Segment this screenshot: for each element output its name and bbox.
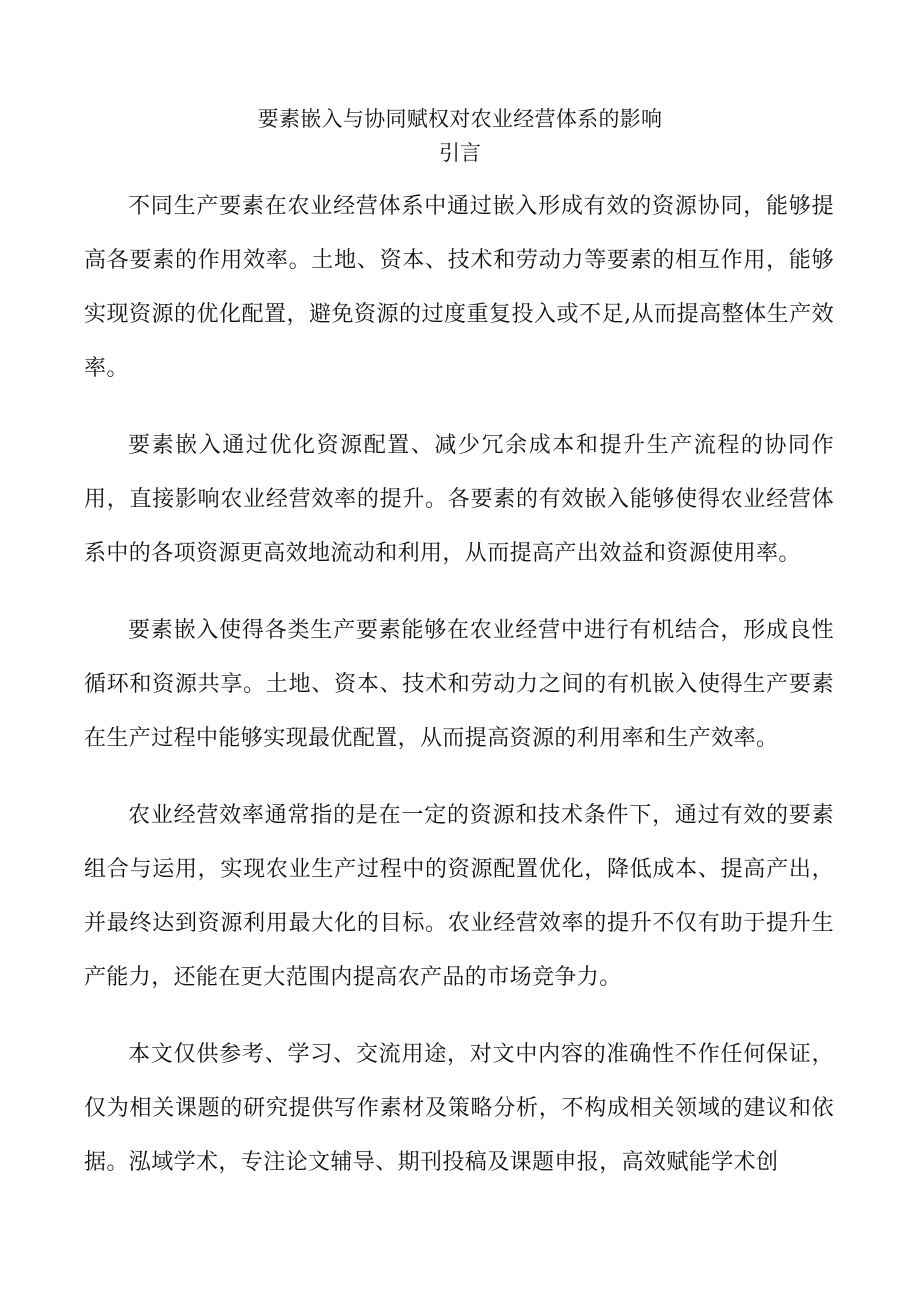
paragraph-5-disclaimer: 本文仅供参考、学习、交流用途，对文中内容的准确性不作任何保证，仅为相关课题的研究提供写作素材及策略分析，不构成相关领域的建议和依据。泓域学术，专注论文辅导、期刊投稿及课题申报，高效赋能学术创 — [84, 1042, 834, 1175]
document-body — [84, 180, 834, 1213]
section-heading: 引言 — [439, 141, 481, 165]
paragraph-1: 不同生产要素在农业经营体系中通过嵌入形成有效的资源协同，能够提高各要素的作用效率。土地、资本、技术和劳动力等要素的相互作用，能够实现资源的优化配置，避免资源的过度重复投入或不足,从而提高整体生产效率。 — [84, 194, 834, 381]
paragraph-2: 要素嵌入通过优化资源配置、减少冗余成本和提升生产流程的协同作用，直接影响农业经营效率的提升。各要素的有效嵌入能够使得农业经营体系中的各项资源更高效地流动和利用，从而提高产出效益和资源使用率。 — [84, 433, 834, 566]
paragraph-4: 农业经营效率通常指的是在一定的资源和技术条件下，通过有效的要素组合与运用，实现农业生产过程中的资源配置优化，降低成本、提高产出，并最终达到资源利用最大化的目标。农业经营效率的提升不仅有助于提升生产能力，还能在更大范围内提高农产品的市场竞争力。 — [84, 803, 834, 990]
document-title: 要素嵌入与协同赋权对农业经营体系的影响 — [257, 107, 663, 131]
paragraph-3: 要素嵌入使得各类生产要素能够在农业经营中进行有机结合，形成良性循环和资源共享。土地、资本、技术和劳动力之间的有机嵌入使得生产要素在生产过程中能够实现最优配置，从而提高资源的利用率和生产效率。 — [84, 618, 834, 751]
